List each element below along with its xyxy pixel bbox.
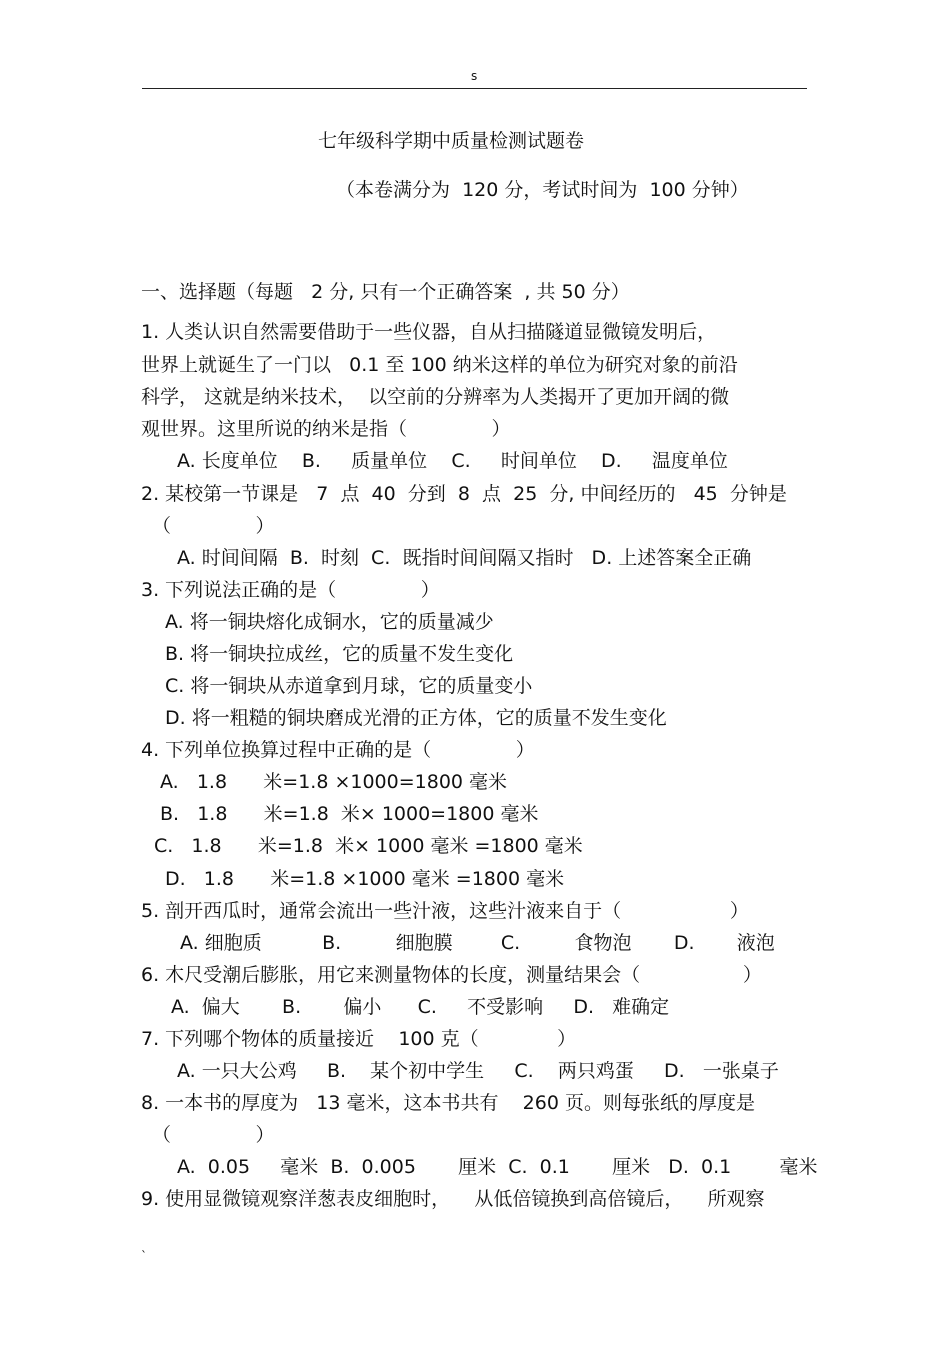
question-8-line-2: （ ） bbox=[152, 1124, 275, 1146]
question-6-options: A. 偏大 B. 偏小 C. 不受影响 D. 难确定 bbox=[171, 996, 670, 1018]
question-4-option-d: D. 1.8 米=1.8 ×1000 毫米 =1800 毫米 bbox=[165, 868, 565, 890]
question-2-line-1: 2. 某校第一节课是 7 点 40 分到 8 点 25 分, 中间经历的 45 分钟是 bbox=[141, 483, 787, 505]
question-9-line-1: 9. 使用显微镜观察洋葱表皮细胞时， 从低倍镜换到高倍镜后， 所观察 bbox=[141, 1188, 765, 1210]
question-3-option-a: A. 将一铜块熔化成铜水，它的质量减少 bbox=[165, 611, 494, 633]
question-7-stem: 7. 下列哪个物体的质量接近 100 克（ ） bbox=[141, 1028, 577, 1050]
question-3-option-c: C. 将一铜块从赤道拿到月球，它的质量变小 bbox=[165, 675, 533, 697]
question-2-line-2: （ ） bbox=[152, 515, 275, 537]
question-7-options: A. 一只大公鸡 B. 某个初中学生 C. 两只鸡蛋 D. 一张桌子 bbox=[177, 1060, 779, 1082]
question-1-line-3: 科学， 这就是纳米技术， 以空前的分辨率为人类揭开了更加开阔的微 bbox=[141, 386, 730, 408]
question-1-line-4: 观世界。这里所说的纳米是指（ ） bbox=[141, 418, 511, 440]
question-3-option-d: D. 将一粗糙的铜块磨成光滑的正方体，它的质量不发生变化 bbox=[165, 707, 667, 729]
question-8-line-1: 8. 一本书的厚度为 13 毫米，这本书共有 260 页。则每张纸的厚度是 bbox=[141, 1092, 755, 1114]
page-title: 七年级科学期中质量检测试题卷 bbox=[318, 130, 585, 152]
question-3-stem: 3. 下列说法正确的是（ ） bbox=[141, 579, 440, 601]
question-8-options: A. 0.05 毫米 B. 0.005 厘米 C. 0.1 厘米 D. 0.1 毫米 bbox=[177, 1156, 818, 1178]
question-5-stem: 5. 剖开西瓜时，通常会流出一些汁液，这些汁液来自于（ ） bbox=[141, 900, 749, 922]
question-3-option-b: B. 将一铜块拉成丝，它的质量不发生变化 bbox=[165, 643, 514, 665]
question-4-option-b: B. 1.8 米=1.8 米× 1000=1800 毫米 bbox=[160, 803, 539, 825]
question-1-options: A. 长度单位 B. 质量单位 C. 时间单位 D. 温度单位 bbox=[177, 450, 728, 472]
header-rule bbox=[142, 88, 807, 89]
question-4-option-a: A. 1.8 米=1.8 ×1000=1800 毫米 bbox=[160, 771, 508, 793]
question-5-options: A. 细胞质 B. 细胞膜 C. 食物泡 D. 液泡 bbox=[180, 932, 775, 954]
section-heading: 一、选择题（每题 2 分, 只有一个正确答案 , 共 50 分） bbox=[141, 281, 630, 303]
question-4-option-c: C. 1.8 米=1.8 米× 1000 毫米 =1800 毫米 bbox=[154, 835, 583, 857]
footer-mark: ` bbox=[141, 1249, 147, 1263]
question-6-stem: 6. 木尺受潮后膨胀，用它来测量物体的长度，测量结果会（ ） bbox=[141, 964, 762, 986]
header-mark: s bbox=[471, 69, 478, 83]
question-1-line-2: 世界上就诞生了一门以 0.1 至 100 纳米这样的单位为研究对象的前沿 bbox=[141, 354, 738, 376]
question-4-stem: 4. 下列单位换算过程中正确的是（ ） bbox=[141, 739, 535, 761]
question-2-options: A. 时间间隔 B. 时刻 C. 既指时间间隔又指时 D. 上述答案全正确 bbox=[177, 547, 752, 569]
page-subtitle: （本卷满分为 120 分，考试时间为 100 分钟） bbox=[336, 179, 749, 201]
question-1-line-1: 1. 人类认识自然需要借助于一些仪器，自从扫描隧道显微镜发明后， bbox=[141, 321, 717, 343]
